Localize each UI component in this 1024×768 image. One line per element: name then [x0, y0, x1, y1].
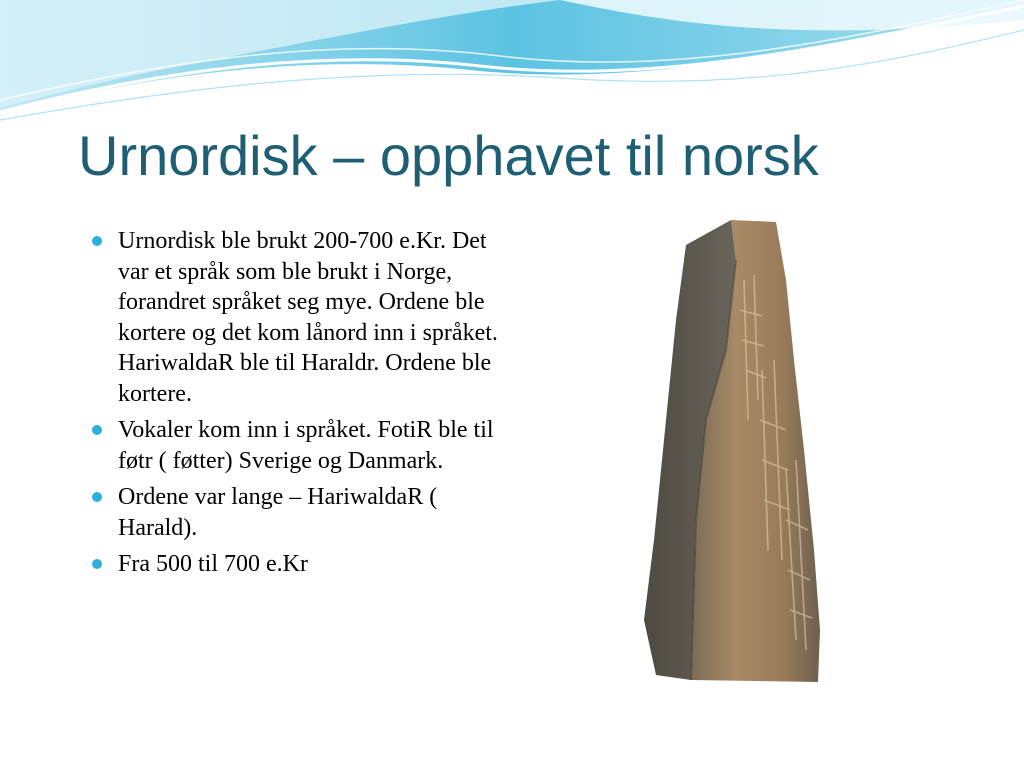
bullet-text: Urnordisk ble brukt 200-700 e.Kr. Det var et språk som ble brukt i Norge, forandret språket seg mye. Ordene ble kortere og det kom lånord inn i språket. HariwaldaR ble til Haraldr. Ordene ble kortere. [118, 228, 498, 407]
bullet-dot-icon [92, 425, 102, 435]
runestone-image [636, 220, 836, 685]
bullet-list [92, 226, 502, 586]
runestone-icon [636, 220, 836, 685]
bullet-text: Vokaler kom inn i språket. FotiR ble til føtr ( føtter) Sverige og Danmark. [118, 417, 494, 474]
bullet-text: Ordene var lange – HariwaldaR ( Harald). [118, 484, 438, 541]
bullet-item [92, 482, 502, 543]
slide-title: Urnordisk – opphavet til norsk [78, 124, 819, 187]
header-wave-decoration [0, 0, 1024, 130]
bullet-text: Fra 500 til 700 e.Kr [118, 551, 308, 577]
bullet-item [92, 226, 502, 409]
bullet-dot-icon [92, 236, 102, 246]
bullet-dot-icon [92, 559, 102, 569]
bullet-dot-icon [92, 492, 102, 502]
bullet-item [92, 549, 502, 580]
bullet-item [92, 415, 502, 476]
